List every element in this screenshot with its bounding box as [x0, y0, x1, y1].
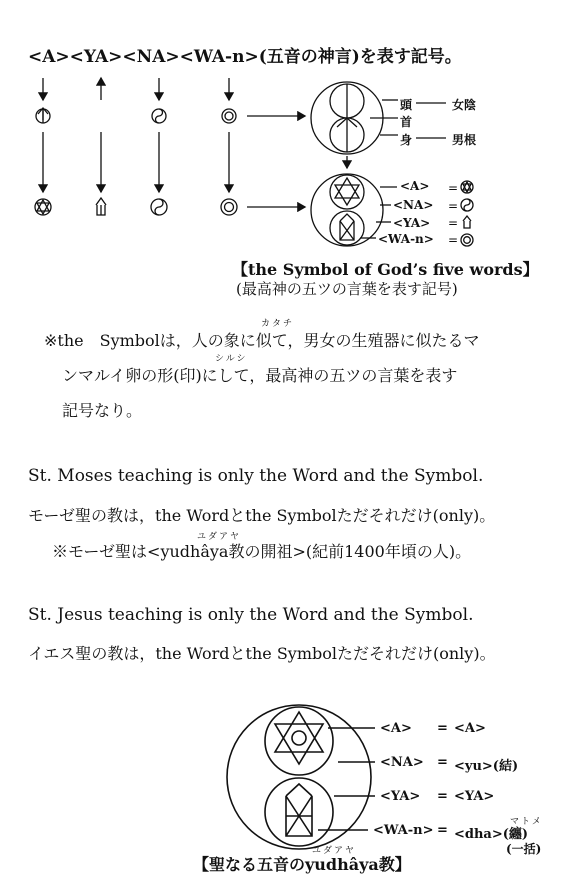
- d2-row1-left: <A>: [380, 721, 412, 736]
- symbol-wa-small-icon: [222, 109, 236, 123]
- d2-row3-left: <YA>: [380, 789, 421, 804]
- d2-row4-right: <dha>(纏): [454, 827, 529, 842]
- d2-row4-left: <WA-n>: [373, 823, 434, 838]
- header-title: <A><YA><NA><WA-n>(五音の神言)を表す記号。: [28, 47, 462, 67]
- d2-row2-right: <yu>(結): [454, 759, 519, 774]
- god-symbol-large: [227, 705, 375, 849]
- moses-jp: モーゼ聖の教は，the Wordとthe Symbolただそれだけ(only)。: [28, 506, 496, 525]
- label-head: 頭: [400, 98, 413, 112]
- caption-jp: (最高神の五ツの言葉を表す記号): [236, 280, 458, 298]
- caption-en: 【the Symbol of God’s five words】: [232, 260, 539, 279]
- label-female: 女陰: [452, 98, 477, 112]
- label-body: 身: [400, 133, 413, 147]
- d2-row2-left: <NA>: [380, 755, 424, 770]
- symbol-ya-arrow-icon: [96, 198, 106, 215]
- legend-wan: <WA-n>: [378, 232, 434, 246]
- note-mark: ※: [44, 331, 58, 350]
- d2-row1-eq: =: [437, 721, 448, 736]
- moses-sub: ※モーゼ聖は<yudhâya教の開祖>(紀前1400年頃の人)。: [52, 542, 472, 561]
- d2-row2-eq: =: [437, 755, 448, 770]
- legend-a-star-icon: [461, 181, 473, 193]
- d2-row3-eq: =: [437, 789, 448, 804]
- note-ruby-1: カタチ: [261, 319, 295, 329]
- legend-eq-4: =: [448, 233, 459, 247]
- symbol-na-small-icon: [152, 109, 166, 123]
- legend-na: <NA>: [393, 198, 434, 212]
- symbol-wa-ring-icon: [221, 199, 237, 215]
- note-line-2: ンマルイ卵の形(印)にして，最高神の五ツの言葉を表す: [62, 366, 458, 385]
- legend-na-yinyang-icon: [461, 199, 473, 211]
- legend-eq-2: =: [448, 199, 459, 213]
- legend-eq-3: =: [448, 216, 459, 230]
- label-male: 男根: [452, 133, 477, 147]
- note-line-3: 記号なり。: [62, 401, 143, 420]
- god-symbol-small: [311, 174, 397, 246]
- legend-ya: <YA>: [393, 216, 431, 230]
- moses-en: St. Moses teaching is only the Word and the Symbol.: [28, 466, 484, 486]
- note-ruby-2: シルシ: [215, 354, 248, 364]
- note-line-1-text: the Symbolは，人の象に似て，男女の生殖器に似たるマ: [57, 331, 480, 350]
- legend-a: <A>: [400, 179, 430, 193]
- d2-caption-ruby: ユダアヤ: [312, 846, 357, 856]
- jesus-en: St. Jesus teaching is only the Word and the Symbol.: [28, 605, 474, 625]
- legend-wa-ring-icon: [461, 234, 473, 246]
- d2-extra: (一括): [506, 842, 542, 856]
- d2-caption: 【聖なる五音のyudhâya教】: [193, 855, 411, 874]
- d2-row4-eq: =: [437, 823, 448, 838]
- legend-eq-1: =: [448, 181, 459, 195]
- human-figure-symbol: [311, 82, 446, 154]
- d2-ruby-dha: マトメ: [510, 817, 543, 827]
- label-neck: 首: [400, 115, 413, 129]
- jesus-jp: イエス聖の教は，the Wordとthe Symbolただそれだけ(only)。: [28, 644, 496, 663]
- symbol-a-star-icon: [35, 199, 51, 215]
- d2-row1-right: <A>: [454, 721, 486, 736]
- legend-ya-arrow-icon: [463, 216, 471, 228]
- d2-row3-right: <YA>: [454, 789, 495, 804]
- moses-ruby: ユダアヤ: [197, 532, 242, 542]
- symbol-na-yinyang-icon: [151, 199, 167, 215]
